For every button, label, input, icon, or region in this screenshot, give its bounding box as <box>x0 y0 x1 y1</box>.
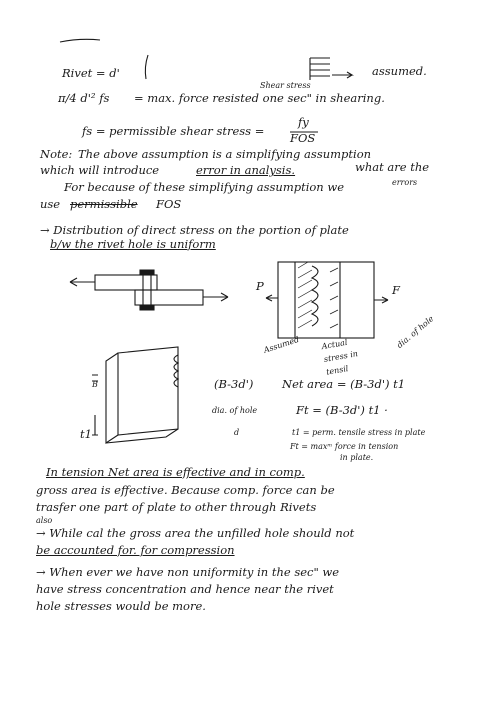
note-line-2c: what are the <box>355 160 430 174</box>
note-label: Note: <box>40 147 73 161</box>
permissible-shear-line: fs = permissible shear stress = <box>82 124 265 138</box>
tension-line-3: trasfer one part of plate to other through Rivets <box>36 500 317 514</box>
fy-numerator: fy <box>298 115 309 129</box>
tension-line-8: hole stresses would be more. <box>36 599 206 613</box>
also-label: also <box>36 516 53 525</box>
net-ft-line: Ft = maxᵐ force in tension <box>290 442 399 451</box>
tension-line-7: have stress concentration and hence near the rivet <box>36 582 334 596</box>
dia-hole-label: dia. of hole <box>395 314 436 350</box>
tension-line-4: → While cal the gross area the unfilled hole should not <box>36 526 355 540</box>
note-line-4a: use <box>40 197 61 211</box>
fos-denominator: FOS <box>290 131 316 145</box>
force-f-label: F <box>392 283 400 297</box>
note-line-3: For because of these simplifying assumption we <box>64 180 345 194</box>
distribution-line-2: b/w the rivet hole is uniform <box>50 237 216 251</box>
net-force-line: Ft = (B-3d') t1 · <box>296 403 388 417</box>
note-line-4b: FOS <box>156 197 182 211</box>
tension-line-6: → When ever we have non uniformity in the sec" we <box>36 565 340 579</box>
shear-formula: π/4 d'² fs <box>58 91 110 105</box>
plate-t1-label: t1 <box>80 427 92 441</box>
net-plate-line: in plate. <box>340 453 374 462</box>
note-line-2b: error in analysis. <box>196 163 296 177</box>
distribution-line-1: → Distribution of direct stress on the portion of plate <box>40 223 349 237</box>
net-area-line: Net area = (B-3d') t1 <box>282 377 406 391</box>
shear-stress-label: Shear stress <box>260 81 311 90</box>
actual-stress-label: Actual stress in tensil <box>320 337 359 377</box>
errors-label: errors <box>392 178 418 187</box>
assumed-stress-label: Assumed <box>262 334 301 355</box>
note-line-2a: which will introduce <box>40 163 160 177</box>
force-p-label: P <box>256 279 264 293</box>
rivet-dia-line: Rivet = d' <box>62 66 120 80</box>
note-line-4-struck: permissible <box>70 197 138 211</box>
net-dia-label: dia. of hole <box>212 406 258 415</box>
tension-line-2: gross area is effective. Because comp. force can be <box>36 483 335 497</box>
net-area-b: (B-3d') <box>214 377 254 391</box>
net-dia-d: d <box>234 428 240 437</box>
tension-line-1: In tension Net area is effective and in comp. <box>46 465 305 479</box>
assumed-label: assumed. <box>372 64 427 78</box>
plate-b-label: B <box>92 380 98 389</box>
shear-formula-text: = max. force resisted one sec" in shearing. <box>134 91 385 105</box>
tension-line-5: be accounted for. for compression <box>36 543 235 557</box>
net-t1-line: t1 = perm. tensile stress in plate <box>292 428 426 437</box>
note-line-1: The above assumption is a simplifying assumption <box>78 147 372 161</box>
